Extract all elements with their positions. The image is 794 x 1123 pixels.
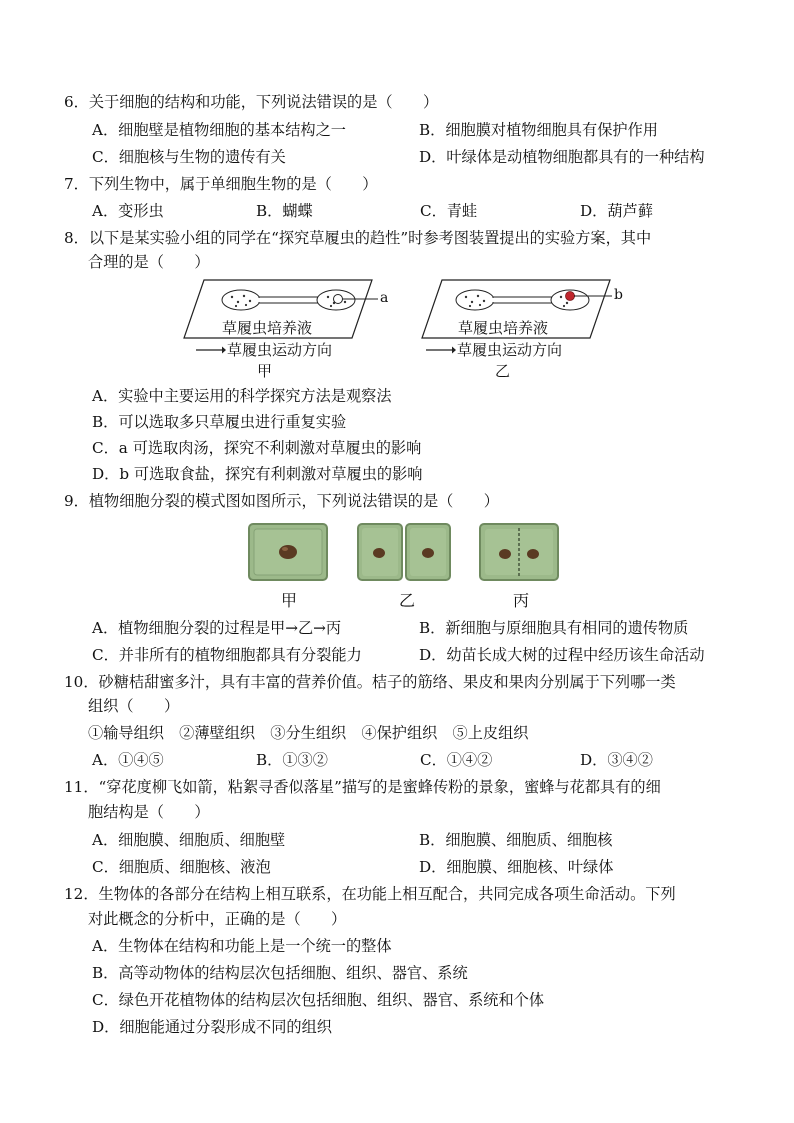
q8-option-c: C．a 可选取肉汤，探究不利刺激对草履虫的影响 (92, 439, 422, 457)
left-direction-label: 草履虫运动方向 (227, 341, 333, 359)
left-liquid-label: 草履虫培养液 (222, 319, 313, 337)
q9-option-a: A．植物细胞分裂的过程是甲→乙→丙 (92, 619, 342, 637)
q10-option-c: C．①④② (420, 751, 493, 769)
q7-stem: 7．下列生物中，属于单细胞生物的是（ ） (64, 175, 378, 193)
q11-option-b: B．细胞膜、细胞质、细胞核 (419, 831, 613, 849)
q6-option-c: C．细胞核与生物的遗传有关 (92, 148, 286, 166)
arrow-right-icon (426, 345, 456, 355)
q11-stem-line1: 11．“穿花度柳飞如箭，粘絮寻香似落星”描写的是蜜蜂传粉的景象，蜜蜂与花都具有的细 (64, 778, 661, 796)
pointer-line-a (342, 295, 378, 303)
q9-option-c: C．并非所有的植物细胞都具有分裂能力 (92, 646, 362, 664)
q10-stem-line2: 组织（ ） (88, 697, 180, 715)
q8-stem-line1: 8．以下是某实验小组的同学在“探究草履虫的趋性”时参考图装置提出的实验方案，其中 (64, 229, 652, 247)
q11-stem-line2: 胞结构是（ ） (88, 803, 210, 821)
q10-option-a: A．①④⑤ (92, 751, 164, 769)
q7-option-b: B．蝴蝶 (256, 202, 313, 220)
caption-jia: 甲 (257, 362, 273, 380)
q7-option-a: A．变形虫 (92, 202, 164, 220)
cell-jia (247, 522, 329, 582)
label-a: a (380, 290, 389, 306)
label-b: b (614, 287, 623, 303)
caption-cell-jia: 甲 (281, 591, 298, 610)
right-liquid-label: 草履虫培养液 (458, 319, 549, 337)
q6-option-d: D．叶绿体是动植物细胞都具有的一种结构 (419, 148, 705, 166)
q8-option-a: A．实验中主要运用的科学探究方法是观察法 (92, 387, 392, 405)
q6-stem: 6．关于细胞的结构和功能，下列说法错误的是（ ） (64, 93, 439, 111)
q7-option-d: D．葫芦藓 (580, 202, 653, 220)
q11-option-d: D．细胞膜、细胞核、叶绿体 (419, 858, 614, 876)
q9-option-d: D．幼苗长成大树的过程中经历该生命活动 (419, 646, 705, 664)
q12-stem-line2: 对此概念的分析中，正确的是（ ） (88, 910, 347, 928)
q10-option-d: D．③④② (580, 751, 653, 769)
arrow-right-icon (196, 345, 226, 355)
q10-option-b: B．①③② (256, 751, 328, 769)
q7-option-c: C．青蛙 (420, 202, 478, 220)
q10-stem-line1: 10．砂糖桔甜蜜多汁，具有丰富的营养价值。桔子的筋络、果皮和果肉分别属于下列哪一类 (64, 673, 676, 691)
q8-option-d: D．b 可选取食盐，探究有利刺激对草履虫的影响 (92, 465, 423, 483)
q10-items: ①输导组织 ②薄壁组织 ③分生组织 ④保护组织 ⑤上皮组织 (88, 724, 529, 742)
cell-yi (356, 522, 452, 582)
caption-cell-bing: 丙 (513, 591, 530, 610)
q12-option-d: D．细胞能通过分裂形成不同的组织 (92, 1018, 332, 1036)
q12-stem-line1: 12．生物体的各部分在结构上相互联系，在功能上相互配合，共同完成各项生命活动。下列 (64, 885, 676, 903)
q11-option-c: C．细胞质、细胞核、液泡 (92, 858, 271, 876)
pointer-line-b (574, 292, 612, 300)
q9-option-b: B．新细胞与原细胞具有相同的遗传物质 (419, 619, 689, 637)
q12-option-c: C．绿色开花植物体的结构层次包括细胞、组织、器官、系统和个体 (92, 991, 545, 1009)
q8-stem-line2: 合理的是（ ） (88, 253, 210, 271)
q12-option-a: A．生物体在结构和功能上是一个统一的整体 (92, 937, 392, 955)
q6-option-b: B．细胞膜对植物细胞具有保护作用 (419, 121, 658, 139)
right-direction-label: 草履虫运动方向 (457, 341, 563, 359)
q8-option-b: B．可以选取多只草履虫进行重复实验 (92, 413, 347, 431)
q12-option-b: B．高等动物体的结构层次包括细胞、组织、器官、系统 (92, 964, 468, 982)
caption-yi: 乙 (495, 362, 511, 380)
q9-stem: 9．植物细胞分裂的模式图如图所示，下列说法错误的是（ ） (64, 492, 499, 510)
caption-cell-yi: 乙 (399, 591, 416, 610)
q11-option-a: A．细胞膜、细胞质、细胞壁 (92, 831, 286, 849)
cell-bing (478, 522, 560, 582)
q6-option-a: A．细胞壁是植物细胞的基本结构之一 (92, 121, 346, 139)
